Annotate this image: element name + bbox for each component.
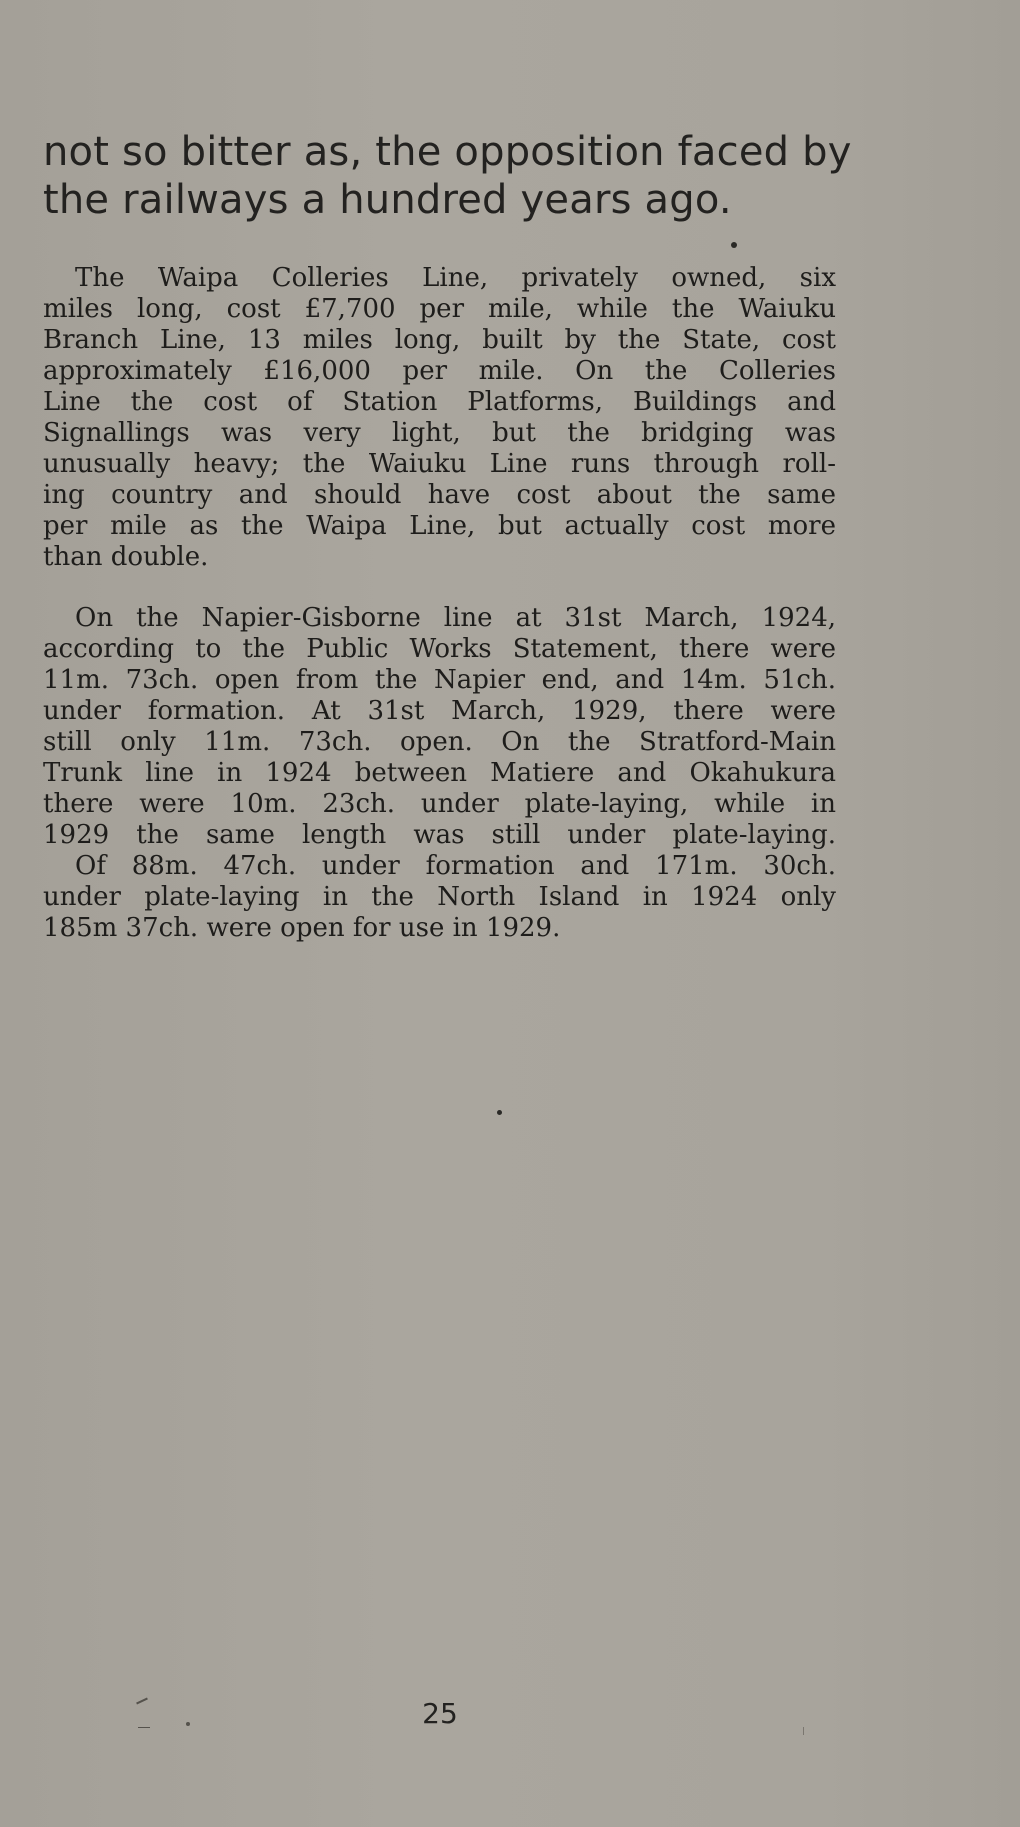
paragraph-line: approximately £16,000 per mile. On the Colleries [43,356,836,386]
paragraph-line: On the Napier-Gisborne line at 31st March, 1924, [75,603,836,633]
paragraph-line: according to the Public Works Statement, there were [43,634,836,664]
paragraph-line: than double. [43,542,209,572]
ink-dot [497,1110,502,1115]
paragraph-line: Trunk line in 1924 between Matiere and Okahukura [43,758,836,788]
page-number: 25 [422,1697,458,1730]
paragraph-napier-gisborne [43,603,836,944]
paragraph-line: Line the cost of Station Platforms, Buildings and [43,387,836,417]
paragraph-line: The Waipa Colleries Line, privately owned, six [75,263,836,293]
paragraph-waipa-colleries [43,263,836,573]
paragraph-line: 11m. 73ch. open from the Napier end, and 14m. 51ch. [43,665,836,695]
lead-line: the railways a hundred years ago. [43,177,732,223]
lead-text [43,128,852,224]
paragraph-line: per mile as the Waipa Line, but actually cost more [43,511,836,541]
lead-line: not so bitter as, the opposition faced by [43,129,852,175]
paragraph-line: under formation. At 31st March, 1929, there were [43,696,836,726]
paragraph-line: 185m 37ch. were open for use in 1929. [43,913,561,943]
ink-dot [731,242,737,248]
paragraph-line: Of 88m. 47ch. under formation and 171m. 30ch. [75,851,836,881]
paragraph-line: miles long, cost £7,700 per mile, while the Waiuku [43,294,836,324]
paragraph-line: 1929 the same length was still under plate-laying. [43,820,836,850]
paragraph-line: Signallings was very light, but the bridging was [43,418,836,448]
paragraph-line: Branch Line, 13 miles long, built by the State, cost [43,325,836,355]
paragraph-line: unusually heavy; the Waiuku Line runs through roll- [43,449,836,479]
paragraph-line: ing country and should have cost about the same [43,480,836,510]
paragraph-line: under plate-laying in the North Island in 1924 only [43,882,836,912]
paragraph-line: there were 10m. 23ch. under plate-laying, while in [43,789,836,819]
paragraph-line: still only 11m. 73ch. open. On the Stratford-Main [43,727,836,757]
